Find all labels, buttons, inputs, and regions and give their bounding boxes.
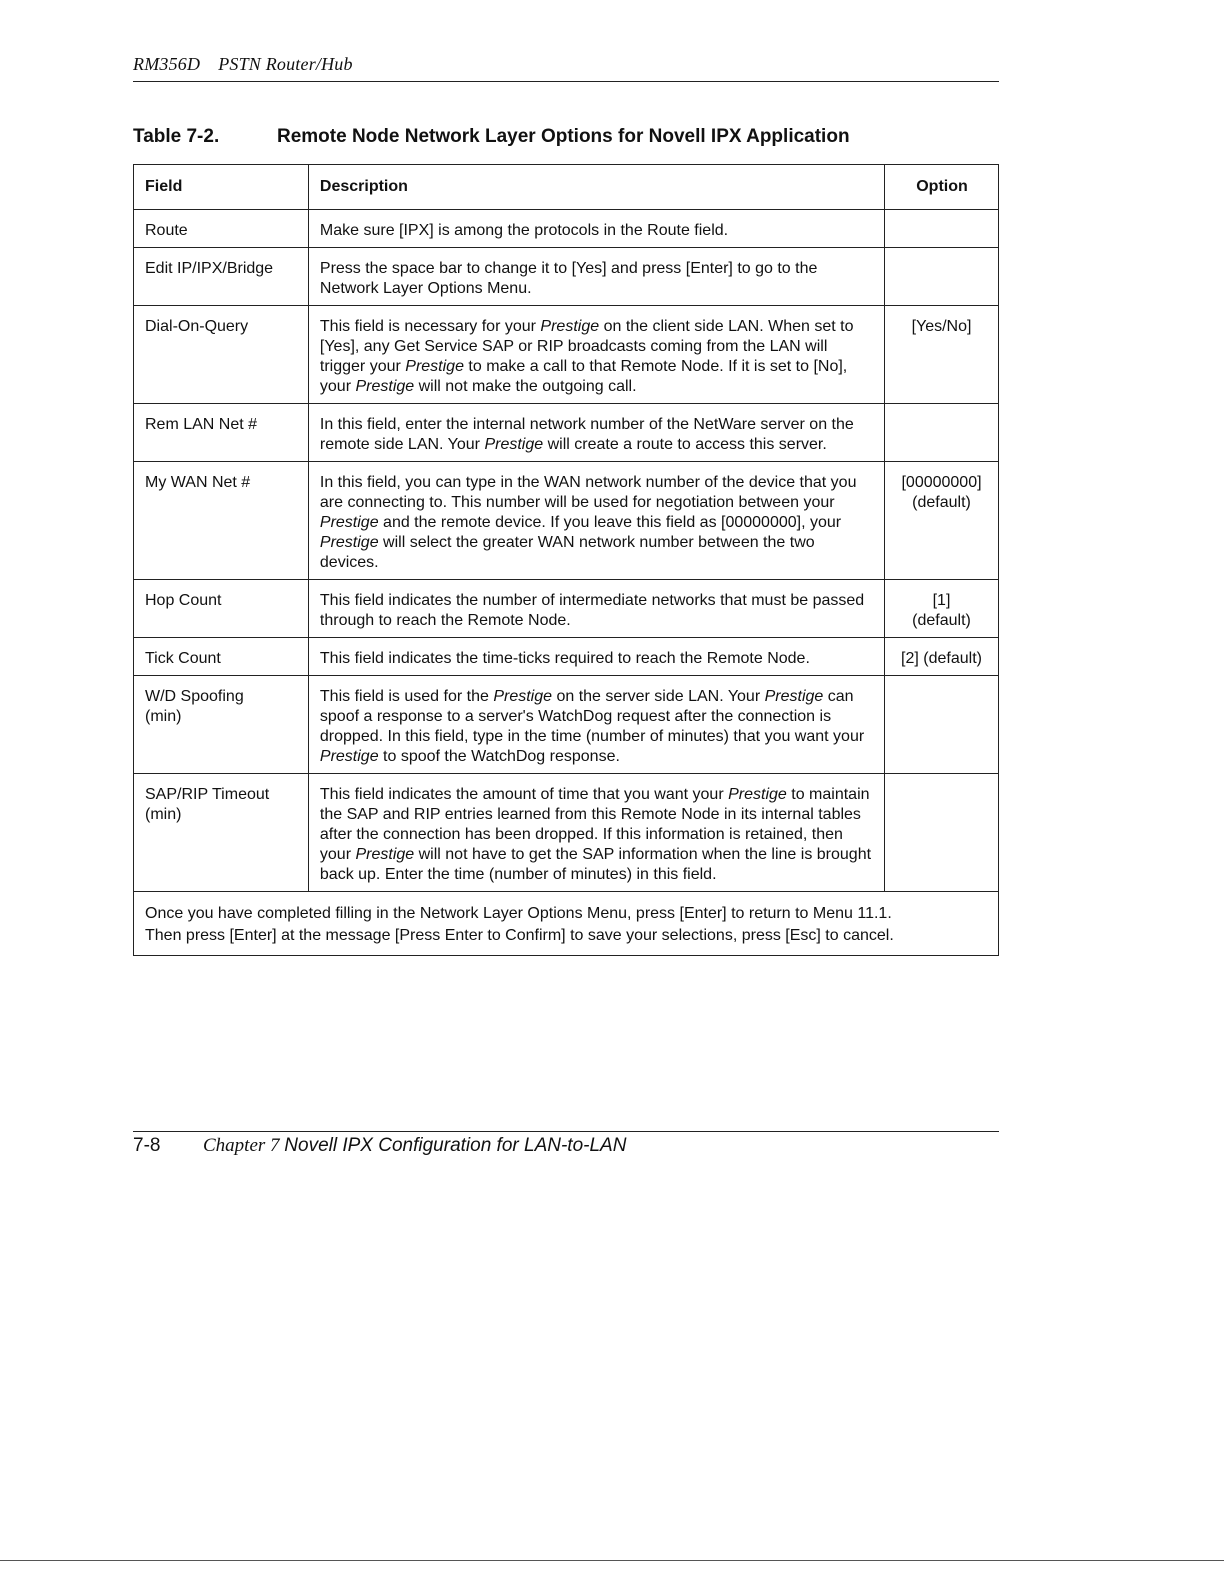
scan-bottom-edge xyxy=(0,1560,1224,1561)
field-cell: Hop Count xyxy=(134,580,309,638)
product-name-italic: Prestige xyxy=(319,514,379,531)
option-cell xyxy=(885,404,999,462)
description-text: In this field, enter the internal network number of the NetWare server on the remote side LAN. Your xyxy=(319,416,854,453)
product-name-italic: Prestige xyxy=(540,318,600,335)
chapter-prefix: Chapter 7 xyxy=(203,1135,280,1156)
description-text: to make a call to that Remote Node. If it is set to [No], your xyxy=(319,358,848,395)
field-cell xyxy=(134,676,309,774)
description-text: can spoof a response to a server's WatchDog request after the connection is dropped. In this field, type in the time (number of minutes) that you want your xyxy=(319,688,865,745)
product-name-italic: Prestige xyxy=(764,688,824,705)
running-header xyxy=(133,54,353,75)
table-row xyxy=(134,774,999,892)
product-name: PSTN Router/Hub xyxy=(218,54,353,74)
description-cell: This field indicates the time-ticks required to reach the Remote Node. xyxy=(308,638,884,676)
description-cell xyxy=(308,676,884,774)
product-name-italic: Prestige xyxy=(319,748,379,765)
footer-note xyxy=(134,892,999,956)
description-text: This field is used for the xyxy=(319,688,494,705)
option-cell xyxy=(885,462,999,580)
product-name-italic: Prestige xyxy=(728,786,787,803)
footer-rule xyxy=(133,1131,999,1132)
description-text: and the remote device. If you leave this field as [00000000], your xyxy=(378,514,842,531)
chapter-label xyxy=(203,1135,626,1157)
table-row xyxy=(134,306,999,404)
chapter-title: Novell IPX Configuration for LAN-to-LAN xyxy=(284,1135,627,1156)
option-cell xyxy=(885,248,999,306)
product-name-italic: Prestige xyxy=(355,846,415,863)
field-cell: Route xyxy=(134,210,309,248)
option-line: [1] xyxy=(932,592,951,609)
option-line: [00000000] xyxy=(901,474,982,491)
table-title: Remote Node Network Layer Options for Novell IPX Application xyxy=(277,126,850,147)
field-line: SAP/RIP Timeout xyxy=(145,786,270,803)
option-cell xyxy=(885,210,999,248)
field-cell xyxy=(134,774,309,892)
field-cell: Dial-On-Query xyxy=(134,306,309,404)
footer-note-line: Once you have completed filling in the Network Layer Options Menu, press [Enter] to return to Menu 11.1. xyxy=(145,905,892,922)
description-cell xyxy=(308,774,884,892)
table-row xyxy=(134,404,999,462)
option-cell: [Yes/No] xyxy=(885,306,999,404)
table-caption xyxy=(133,126,850,148)
description-text: will create a route to access this server. xyxy=(543,436,827,453)
table-label: Table 7-2. xyxy=(133,126,220,147)
field-cell: My WAN Net # xyxy=(134,462,309,580)
header-rule xyxy=(133,81,999,82)
option-line: (default) xyxy=(912,612,971,629)
description-text: In this field, you can type in the WAN network number of the device that you are connecting to. This number will be used for negotiation between your xyxy=(319,474,857,511)
description-text: will not make the outgoing call. xyxy=(414,378,637,395)
field-cell: Rem LAN Net # xyxy=(134,404,309,462)
product-name-italic: Prestige xyxy=(484,436,544,453)
table-row xyxy=(134,580,999,638)
product-name-italic: Prestige xyxy=(405,358,464,375)
description-text: will select the greater WAN network number between the two devices. xyxy=(319,534,815,571)
description-text: This field indicates the amount of time that you want your xyxy=(319,786,729,803)
option-line: (default) xyxy=(912,494,971,511)
field-cell: Tick Count xyxy=(134,638,309,676)
description-text: will not have to get the SAP information when the line is brought back up. Enter the time (number of minutes) in this field. xyxy=(319,846,872,883)
footer-note-line: Then press [Enter] at the message [Press Enter to Confirm] to save your selections, press [Esc] to cancel. xyxy=(145,927,894,944)
field-line: (min) xyxy=(145,708,182,725)
description-text: on the client side LAN. When set to [Yes], any Get Service SAP or RIP broadcasts coming from the LAN will trigger your xyxy=(319,318,854,375)
page-number: 7-8 xyxy=(133,1135,161,1156)
options-table xyxy=(133,164,999,956)
field-cell: Edit IP/IPX/Bridge xyxy=(134,248,309,306)
table-header-row xyxy=(134,165,999,210)
option-cell: [2] (default) xyxy=(885,638,999,676)
table-row xyxy=(134,248,999,306)
option-cell xyxy=(885,580,999,638)
description-cell: This field indicates the number of intermediate networks that must be passed through to reach the Remote Node. xyxy=(308,580,884,638)
description-cell xyxy=(308,462,884,580)
page-footer xyxy=(133,1135,627,1157)
description-cell: Press the space bar to change it to [Yes] and press [Enter] to go to the Network Layer Options Menu. xyxy=(308,248,884,306)
description-text: on the server side LAN. Your xyxy=(552,688,765,705)
description-text: This field is necessary for your xyxy=(319,318,541,335)
product-name-italic: Prestige xyxy=(319,534,379,551)
table-row xyxy=(134,676,999,774)
column-header-description: Description xyxy=(308,165,884,210)
description-text: to spoof the WatchDog response. xyxy=(378,748,620,765)
table-row xyxy=(134,638,999,676)
model-name: RM356D xyxy=(133,54,201,74)
column-header-field: Field xyxy=(134,165,309,210)
field-line: (min) xyxy=(145,806,182,823)
product-name-italic: Prestige xyxy=(355,378,415,395)
table-footer-row xyxy=(134,892,999,956)
description-cell: Make sure [IPX] is among the protocols in the Route field. xyxy=(308,210,884,248)
column-header-option: Option xyxy=(885,165,999,210)
product-name-italic: Prestige xyxy=(493,688,553,705)
option-cell xyxy=(885,774,999,892)
option-cell xyxy=(885,676,999,774)
table-row xyxy=(134,210,999,248)
field-line: W/D Spoofing xyxy=(145,688,244,705)
description-cell xyxy=(308,306,884,404)
description-text: to maintain the SAP and RIP entries learned from this Remote Node in its internal tables after the connection has been dropped. If this information is retained, then your xyxy=(319,786,870,863)
table-row xyxy=(134,462,999,580)
description-cell xyxy=(308,404,884,462)
